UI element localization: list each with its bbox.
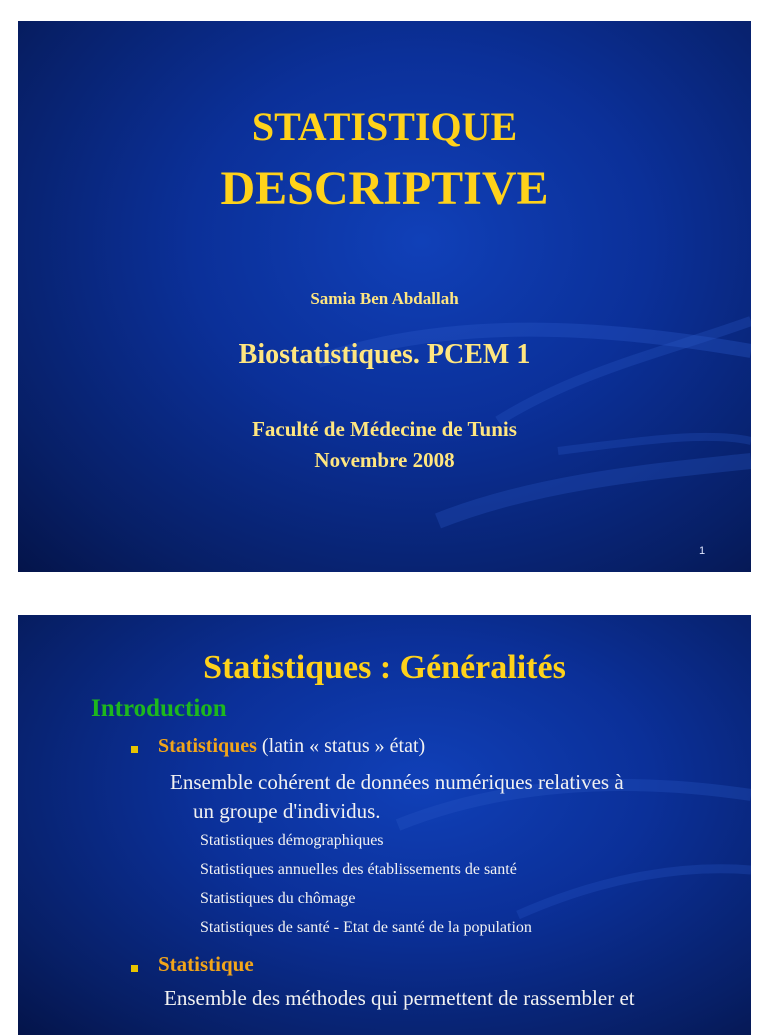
author-name: Samia Ben Abdallah	[310, 289, 459, 308]
example-item: Statistiques de santé - Etat de santé de la population	[200, 919, 532, 936]
slide-title: Statistiques : Généralités	[203, 649, 566, 686]
bullet1-term: Statistiques	[158, 735, 257, 757]
bullet2-term: Statistique	[158, 952, 254, 976]
bullet-marker	[131, 746, 138, 753]
example-item: Statistiques démographiques	[200, 832, 384, 849]
page-number: 1	[699, 545, 706, 557]
bullet1-definition-line1: Ensemble cohérent de données numériques relatives à	[170, 770, 624, 794]
presentation-date: Novembre 2008	[314, 448, 455, 472]
slide-title-line2: DESCRIPTIVE	[220, 162, 549, 215]
bullet1-definition-line2: un groupe d'individus.	[193, 799, 381, 823]
example-item: Statistiques annuelles des établissements de santé	[200, 861, 517, 878]
faculty-name: Faculté de Médecine de Tunis	[252, 417, 517, 441]
example-item: Statistiques du chômage	[200, 890, 356, 907]
bullet1-etymology: (latin « status » état)	[261, 735, 426, 757]
content-slide	[18, 615, 751, 1035]
slide-title-line1: STATISTIQUE	[251, 104, 518, 149]
course-name: Biostatistiques. PCEM 1	[238, 339, 531, 370]
bullet1-line	[158, 735, 425, 758]
title-slide	[18, 21, 751, 572]
bullet-marker	[131, 965, 138, 972]
bullet2-definition-line1: Ensemble des méthodes qui permettent de rassembler et	[164, 986, 635, 1010]
section-heading: Introduction	[91, 695, 227, 722]
